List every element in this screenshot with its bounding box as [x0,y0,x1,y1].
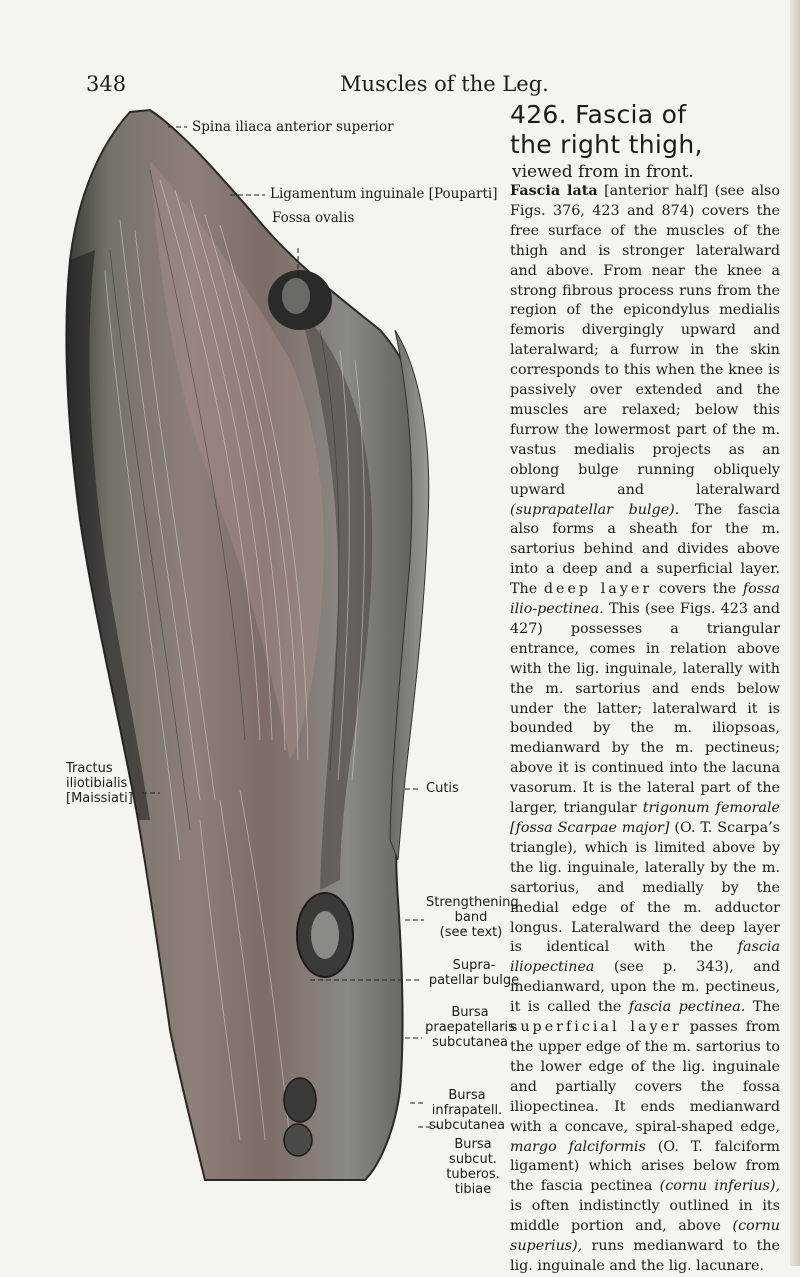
text-run: passes from the upper edge of the m. sartorius to the lower edge of the lig. inguinale and partially covers the fossa iliopectinea. It ends medianward with a concave, spiral-shaped edge, [510,1019,781,1135]
term-margo-falciformis: margo falciformis [510,1138,646,1155]
label-bursa-prae-2: praepatellaris [425,1020,515,1035]
term-deep-layer: deep layer [543,581,653,598]
label-bursa-tub-2: subcut. [449,1152,497,1167]
tibial-bursa [284,1124,312,1156]
text-run: (O. T. falciform ligament) which arises below from the fascia pectinea [510,1138,780,1195]
text-run: This (see Figs. 423 and 427) possesses a triangular entrance, comes in relation above with the lig. inguinale, laterally with the m. sartorius and ends below under the latter; lateralward it is bounded by the m. iliopsoas, medianward by the m. pectineus; above it is continued into the lacuna vasorum. It is the lateral part of the larger, triangular [510,601,780,817]
term-fascia-iliopectinea: fascia iliopectinea [510,939,780,976]
text-run: runs medianward to the lig. inguinale and the lig. lacunare. [510,1238,780,1274]
figure-title-line-2: the right thigh, [510,130,703,159]
term-trigonum-femorale: trigonum femorale [fossa Scarpae major] [510,800,780,836]
figure-title [510,100,780,160]
figure-title-block [510,100,780,182]
label-bursa-infra-1: Bursa [448,1088,486,1103]
term-fascia-pectinea: fascia pectinea. [628,999,746,1016]
text-run: (O. T. Scarpa’s triangle), which is limited above by the lig. inguinale, laterally by the m. sartorius, and medially by the medial edge of the m. adductor longus. Lateralward the deep layer is identical with the [510,820,780,956]
thigh-fascia-illustration [0,100,530,1197]
label-bursa-infra-3: subcutanea [429,1118,505,1133]
figure-title-line-1: 426. Fascia of [510,100,687,129]
label-cutis: Cutis [426,781,459,796]
label-bursa-infra-2: infrapatell. [431,1103,503,1118]
text-run: [anterior half] (see also Figs. 376, 423 and 874) covers the free surface of the muscles of the thigh and is stronger lateralward and above. From near the knee a strong fibrous process runs from the region of the epicondylus medialis femoris divergingly upward and lateralward; a furrow in the skin corresponds to this when the knee is passively over extended and the muscles are relaxed; below this furrow the lowermost part of the m. vastus medialis projects as an oblong bulge running obliquely upward and lateralward [510,183,780,498]
page-number: 348 [86,72,127,96]
article-body [510,182,780,1277]
term-cornu-inferius: (cornu inferius), [659,1178,781,1195]
label-strengthening-2: band [454,910,488,925]
term-fascia-lata: Fascia lata [510,183,598,199]
label-bursa-prae-3: subcutanea [432,1035,508,1050]
label-bursa-prae-1: Bursa [451,1005,489,1020]
thigh-silhouette [66,110,426,1180]
label-strengthening-1: Strengthening [426,895,519,910]
label-suprapatellar-1: Supra- [452,958,496,973]
label-suprapatellar-2: patellar bulge [428,973,520,988]
text-run: covers the [652,581,743,598]
page-edge [790,0,800,1266]
label-bursa-tub-3: tuberos. [446,1167,500,1182]
term-cornu-superius: (cornu superius), [510,1218,780,1255]
infrapatellar-bursa [284,1078,316,1122]
label-bursa-tub-1: Bursa [454,1137,492,1152]
term-fossa-iliopectinea: fossa ilio-pectinea. [510,581,780,618]
label-tractus-1: Tractus [66,761,113,776]
text-run: is often indistinctly outlined in its middle portion and, above [510,1198,780,1235]
running-title: Muscles of the Leg. [340,72,549,96]
label-fossa-ovalis: Fossa ovalis [272,210,355,226]
term-superficial-layer: superficial layer [510,1019,682,1036]
label-bursa-tub-4: tibiae [454,1182,492,1197]
label-tractus-2: iliotibialis [66,776,128,791]
label-strengthening-3: (see text) [439,925,503,940]
text-run: The [745,999,781,1016]
text-run: (see p. 343), and medianward, upon the m. pectineus, it is called the [510,959,780,1016]
label-spina-iliaca: Spina iliaca anterior superior [192,119,394,135]
text-run: The fascia also forms a sheath for the m. sartorius behind and divides above into a deep and a superficial layer. The [510,501,780,598]
term-suprapatellar-bulge: (suprapatellar bulge). [510,501,680,518]
label-tractus-3: [Maissiati] [66,791,133,806]
figure-subtitle: viewed from in front. [512,162,694,182]
label-ligamentum-inguinale: Ligamentum inguinale [Pouparti] [270,186,498,202]
